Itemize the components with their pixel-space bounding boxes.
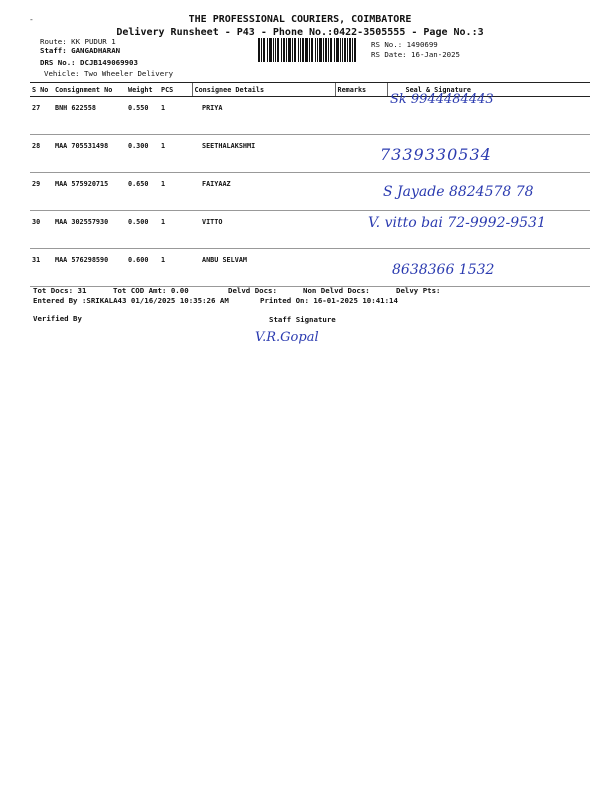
table-header-row	[30, 83, 590, 97]
col-consignment: Consignment No	[53, 83, 126, 97]
printed-on: Printed On: 16-01-2025 10:41:14	[260, 296, 398, 305]
cell-weight: 0.600	[126, 249, 159, 287]
cell-weight: 0.650	[126, 173, 159, 211]
vehicle-label: Vehicle: Two Wheeler Delivery	[44, 69, 174, 78]
non-delivered-docs: Non Delvd Docs:	[303, 286, 370, 295]
cell-pcs: 1	[159, 135, 192, 173]
staff-label: Staff: GANGADHARAN	[40, 46, 121, 55]
col-weight: Weight	[126, 83, 159, 97]
barcode	[258, 38, 356, 62]
col-remarks: Remarks	[335, 83, 387, 97]
delivery-points: Delvy Pts:	[396, 286, 441, 295]
cell-remarks	[335, 249, 387, 287]
col-pcs: PCS	[159, 83, 192, 97]
handwritten-signature: 7339330534	[380, 145, 492, 164]
cell-consignee: ANBU SELVAM	[192, 249, 335, 287]
staff-signature-label: Staff Signature	[269, 315, 336, 324]
cell-consignment: MAA 575920715	[53, 173, 126, 211]
runsheet-title: Delivery Runsheet - P43 - Phone No.:0422-3505555 - Page No.:3	[116, 27, 484, 38]
cell-sno: 29	[30, 173, 53, 211]
col-signature: Seal & Signature	[387, 83, 590, 97]
delivered-docs: Delvd Docs:	[228, 286, 277, 295]
cell-consignment: MAA 302557930	[53, 211, 126, 249]
cell-sno: 28	[30, 135, 53, 173]
cell-consignee: VITTO	[192, 211, 335, 249]
col-sno: S No	[30, 83, 53, 97]
verified-by: Verified By	[33, 314, 82, 323]
cell-consignment: MAA 705531498	[53, 135, 126, 173]
col-consignee: Consignee Details	[192, 83, 335, 97]
cell-weight: 0.300	[126, 135, 159, 173]
cell-consignment: MAA 576298590	[53, 249, 126, 287]
rs-number: RS No.: 1490699	[371, 40, 438, 49]
route-label: Route: KK PUDUR 1	[40, 37, 116, 46]
handwritten-signature: S Jayade 8824578 78	[383, 184, 534, 200]
cell-pcs: 1	[159, 249, 192, 287]
rs-date: RS Date: 16-Jan-2025	[371, 50, 460, 59]
cell-consignee: SEETHALAKSHMI	[192, 135, 335, 173]
table-row	[30, 97, 590, 135]
cell-consignment: BNH 622558	[53, 97, 126, 135]
cell-sno: 30	[30, 211, 53, 249]
cell-sno: 27	[30, 97, 53, 135]
cell-weight: 0.500	[126, 211, 159, 249]
entered-by: Entered By :SRIKALA43 01/16/2025 10:35:26 AM	[33, 296, 229, 305]
cell-remarks	[335, 97, 387, 135]
handwritten-signature: 8638366 1532	[392, 262, 495, 278]
cell-consignee: FAIYAAZ	[192, 173, 335, 211]
corner-mark: -	[29, 15, 34, 24]
cell-pcs: 1	[159, 97, 192, 135]
cell-pcs: 1	[159, 211, 192, 249]
table-row	[30, 135, 590, 173]
cell-consignee: PRIYA	[192, 97, 335, 135]
handwritten-signature: V. vitto bai 72-9992-9531	[368, 215, 546, 231]
staff-handwritten-signature: V.R.Gopal	[255, 330, 319, 345]
cell-pcs: 1	[159, 173, 192, 211]
handwritten-signature: Sk 9944484443	[390, 92, 494, 107]
total-cod: Tot COD Amt: 0.00	[113, 286, 189, 295]
total-docs: Tot Docs: 31	[33, 286, 87, 295]
cell-sno: 31	[30, 249, 53, 287]
cell-weight: 0.550	[126, 97, 159, 135]
cell-remarks	[335, 173, 387, 211]
company-title: THE PROFESSIONAL COURIERS, COIMBATORE	[188, 14, 412, 25]
table-row	[30, 249, 590, 287]
drs-number: DRS No.: DCJB149069903	[40, 58, 138, 67]
